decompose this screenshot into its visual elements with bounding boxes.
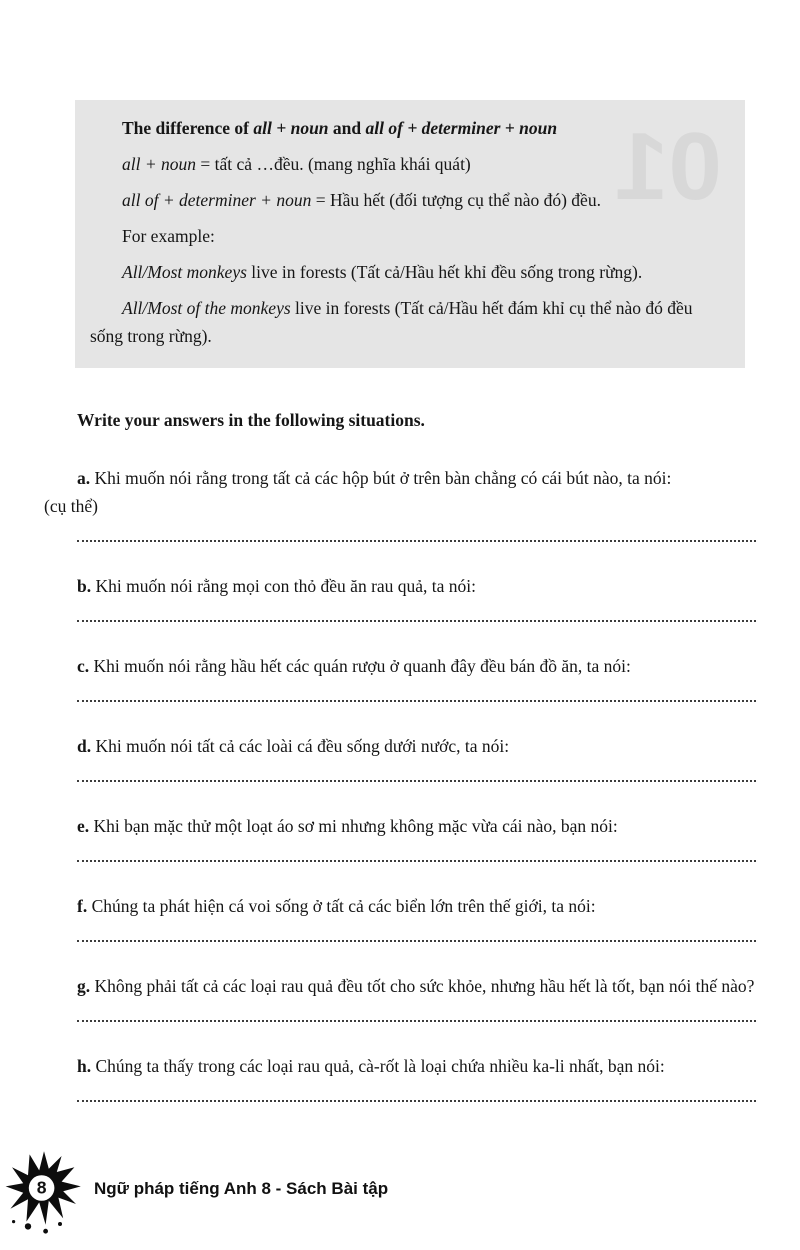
- question-label: c.: [77, 656, 90, 676]
- title-formula-1: all + noun: [253, 118, 329, 138]
- rule-all-noun: [90, 150, 725, 178]
- question-body: Khi muốn nói rằng mọi con thỏ đều ăn rau quả, ta nói:: [91, 576, 477, 596]
- answer-line: [77, 530, 756, 542]
- question-item: [44, 732, 756, 782]
- for-example-label: [90, 222, 725, 250]
- question-label: g.: [77, 976, 91, 996]
- rule2-formula: all of + determiner + noun: [122, 190, 312, 210]
- answer-line: [77, 850, 756, 862]
- question-body: Khi bạn mặc thử một loạt áo sơ mi nhưng không mặc vừa cái nào, bạn nói:: [89, 816, 618, 836]
- rule2-meaning: = Hầu hết (đối tượng cụ thể nào đó) đều.: [311, 190, 601, 210]
- question-body: Chúng ta thấy trong các loại rau quả, cà-rốt là loại chứa nhiều ka-li nhất, bạn nói:: [91, 1056, 665, 1076]
- example-sentence-2: [90, 294, 725, 350]
- example1-rest: live in forests (Tất cả/Hầu hết khỉ đều sống trong rừng).: [246, 262, 643, 282]
- question-item: [44, 892, 756, 942]
- question-text: [44, 652, 756, 680]
- question-label: e.: [77, 816, 90, 836]
- question-text: [44, 972, 756, 1000]
- question-item: [44, 652, 756, 702]
- question-body: Khi muốn nói rằng trong tất cả các hộp bút ở trên bàn chẳng có cái bút nào, ta nói:: [90, 468, 672, 488]
- question-text: [44, 732, 756, 760]
- page-number: 8: [36, 1177, 47, 1198]
- question-note: (cụ thể): [44, 496, 98, 516]
- question-label: h.: [77, 1056, 92, 1076]
- example1-subject: All/Most monkeys: [122, 262, 247, 282]
- question-text: [44, 572, 756, 600]
- question-body: Khi muốn nói rằng hầu hết các quán rượu ở quanh đây đều bán đồ ăn, ta nói:: [89, 656, 631, 676]
- answer-line: [77, 1010, 756, 1022]
- rule-all-of-determiner-noun: [90, 186, 725, 214]
- title-text-mid: and: [328, 118, 366, 138]
- question-body: Chúng ta phát hiện cá voi sống ở tất cả các biển lớn trên thế giới, ta nói:: [87, 896, 596, 916]
- question-body: Không phải tất cả các loại rau quả đều tốt cho sức khỏe, nhưng hầu hết là tốt, bạn nói thế nào?: [90, 976, 755, 996]
- question-item: [44, 972, 756, 1022]
- question-item: [44, 1052, 756, 1102]
- question-item: [44, 464, 756, 542]
- question-label: d.: [77, 736, 92, 756]
- page-footer: [0, 1148, 388, 1236]
- answer-line: [77, 770, 756, 782]
- title-formula-2: all of + determiner + noun: [365, 118, 558, 138]
- ink-splash-icon: [4, 1148, 84, 1236]
- for-example-text: For example:: [122, 226, 215, 246]
- question-text: [44, 812, 756, 840]
- answer-line: [77, 1090, 756, 1102]
- question-item: [44, 812, 756, 862]
- example-sentence-1: [90, 258, 725, 286]
- example2-subject: All/Most of the monkeys: [122, 298, 291, 318]
- answer-line: [77, 690, 756, 702]
- question-list: [44, 464, 756, 1102]
- question-text: [44, 1052, 756, 1080]
- title-text: The difference of: [122, 118, 254, 138]
- question-text: [44, 892, 756, 920]
- question-label: b.: [77, 576, 92, 596]
- question-body: Khi muốn nói tất cả các loài cá đều sống dưới nước, ta nói:: [91, 736, 510, 756]
- answer-line: [77, 930, 756, 942]
- info-box-title: [90, 114, 725, 142]
- question-label: a.: [77, 468, 91, 488]
- example2-rest: live in forests (Tất cả/Hầu hết đám khỉ cụ thể nào đó đều sống trong rừng).: [90, 298, 693, 346]
- question-label: f.: [77, 896, 88, 916]
- question-text: [44, 464, 756, 520]
- question-item: [44, 572, 756, 622]
- answer-line: [77, 610, 756, 622]
- book-title: Ngữ pháp tiếng Anh 8 - Sách Bài tập: [94, 1179, 389, 1198]
- grammar-info-box: [75, 100, 745, 368]
- exercise-instruction: Write your answers in the following situations.: [77, 410, 425, 430]
- rule1-meaning: = tất cả …đều. (mang nghĩa khái quát): [196, 154, 471, 174]
- rule1-formula: all + noun: [122, 154, 197, 174]
